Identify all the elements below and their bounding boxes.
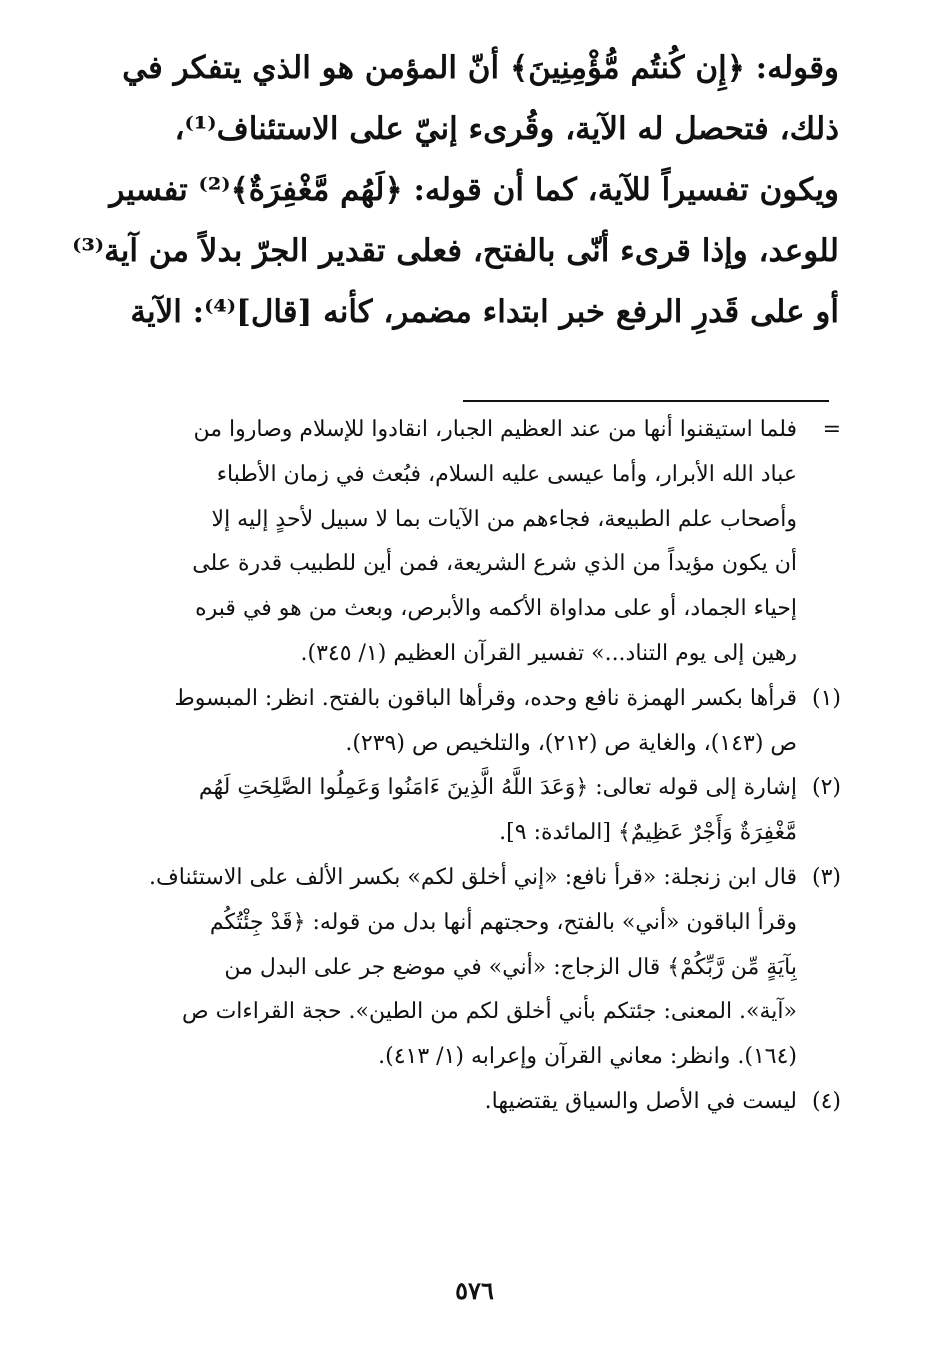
- footnote-marker: (١): [811, 685, 841, 711]
- footnote-line: عباد الله الأبرار، وأما عيسى عليه السلام، فبُعث في زمان الأطباء: [216, 461, 797, 487]
- footnote-line: إشارة إلى قوله تعالى: ﴿وَعَدَ اللَّهُ الَّذِينَ ءَامَنُوا وَعَمِلُوا الصَّلِحَتِ لَهُم: [198, 775, 797, 801]
- page-number: ٥٧٦: [455, 1276, 494, 1305]
- main-text-line: وقوله: ﴿إِن كُنتُم مُّؤْمِنِينَ﴾ أنّ المؤمن هو الذي يتفكر في: [122, 50, 839, 86]
- footnote-line: وأصحاب علم الطبيعة، فجاءهم من الآيات بما لا سبيل لأحدٍ إليه إلا: [211, 506, 797, 532]
- footnote-marker: (٤): [811, 1088, 841, 1114]
- footnote-1: [51, 677, 841, 767]
- footnote-line: (١٦٤). وانظر: معاني القرآن وإعرابه (١/ ٤١٣).: [378, 1044, 797, 1070]
- main-text-line: ويكون تفسيراً للآية، كما أن قوله: ﴿لَهُم مَّغْفِرَةٌ﴾⁽²⁾ تفسير: [109, 172, 839, 208]
- main-text-block: [59, 38, 839, 343]
- footnote-line: قرأها بكسر الهمزة نافع وحده، وقرأها الباقون بالفتح. انظر: المبسوط: [174, 685, 797, 711]
- footnote-marker: (٢): [811, 775, 841, 801]
- footnote-line: قال ابن زنجلة: «قرأ نافع: «إني أخلق لكم» بكسر الألف على الاستئناف.: [148, 864, 797, 890]
- footnote-4: [51, 1080, 841, 1125]
- footnote-marker: =: [822, 417, 841, 442]
- footnote-line: أن يكون مؤيداً من الذي شرع الشريعة، فمن أين للطبيب قدرة على: [192, 551, 797, 577]
- footnote-2: [51, 766, 841, 856]
- footnote-marker: (٣): [811, 864, 841, 890]
- footnote-line: ص (١٤٣)، والغاية ص (٢١٢)، والتلخيص ص (٢٣٩).: [345, 730, 797, 756]
- main-text-line: ذلك، فتحصل له الآية، وقُرىء إنيّ على الاستئناف⁽¹⁾،: [174, 111, 839, 147]
- main-text-line: للوعد، وإذا قرىء أنّى بالفتح، فعلى تقدير الجرّ بدلاً من آية⁽³⁾: [72, 233, 839, 269]
- footnote-line: ليست في الأصل والسياق يقتضيها.: [484, 1088, 797, 1114]
- footnote-continuation: [51, 408, 841, 677]
- footnote-line: فلما استيقنوا أنها من عند العظيم الجبار، انقادوا للإسلام وصاروا من: [193, 417, 797, 442]
- footnote-line: مَّغْفِرَةٌ وَأَجْرٌ عَظِيمٌ﴾ [المائدة: ٩].: [499, 820, 797, 846]
- footnote-separator: [463, 400, 829, 402]
- footnote-line: رهين إلى يوم التناد...» تفسير القرآن العظيم (١/ ٣٤٥).: [300, 640, 797, 666]
- footnote-line: إحياء الجماد، أو على مداواة الأكمه والأبرص، وبعث من هو في قبره: [195, 596, 797, 622]
- footnotes-block: [51, 408, 841, 1125]
- footnote-3: [51, 856, 841, 1080]
- footnote-line: «آية». المعنى: جئتكم بأني أخلق لكم من الطين». حجة القراءات ص: [182, 999, 797, 1025]
- main-text-line: أو على قَدرِ الرفع خبر ابتداء مضمر، كأنه [قال]⁽⁴⁾: الآية: [130, 294, 839, 330]
- footnote-line: بِآيَةٍ مِّن رَّبِّكُمْ﴾ قال الزجاج: «أني» في موضع جر على البدل من: [224, 954, 797, 980]
- footnote-line: وقرأ الباقون «أني» بالفتح، وحجتهم أنها بدل من قوله: ﴿قَدْ جِئْتُكُم: [209, 909, 797, 935]
